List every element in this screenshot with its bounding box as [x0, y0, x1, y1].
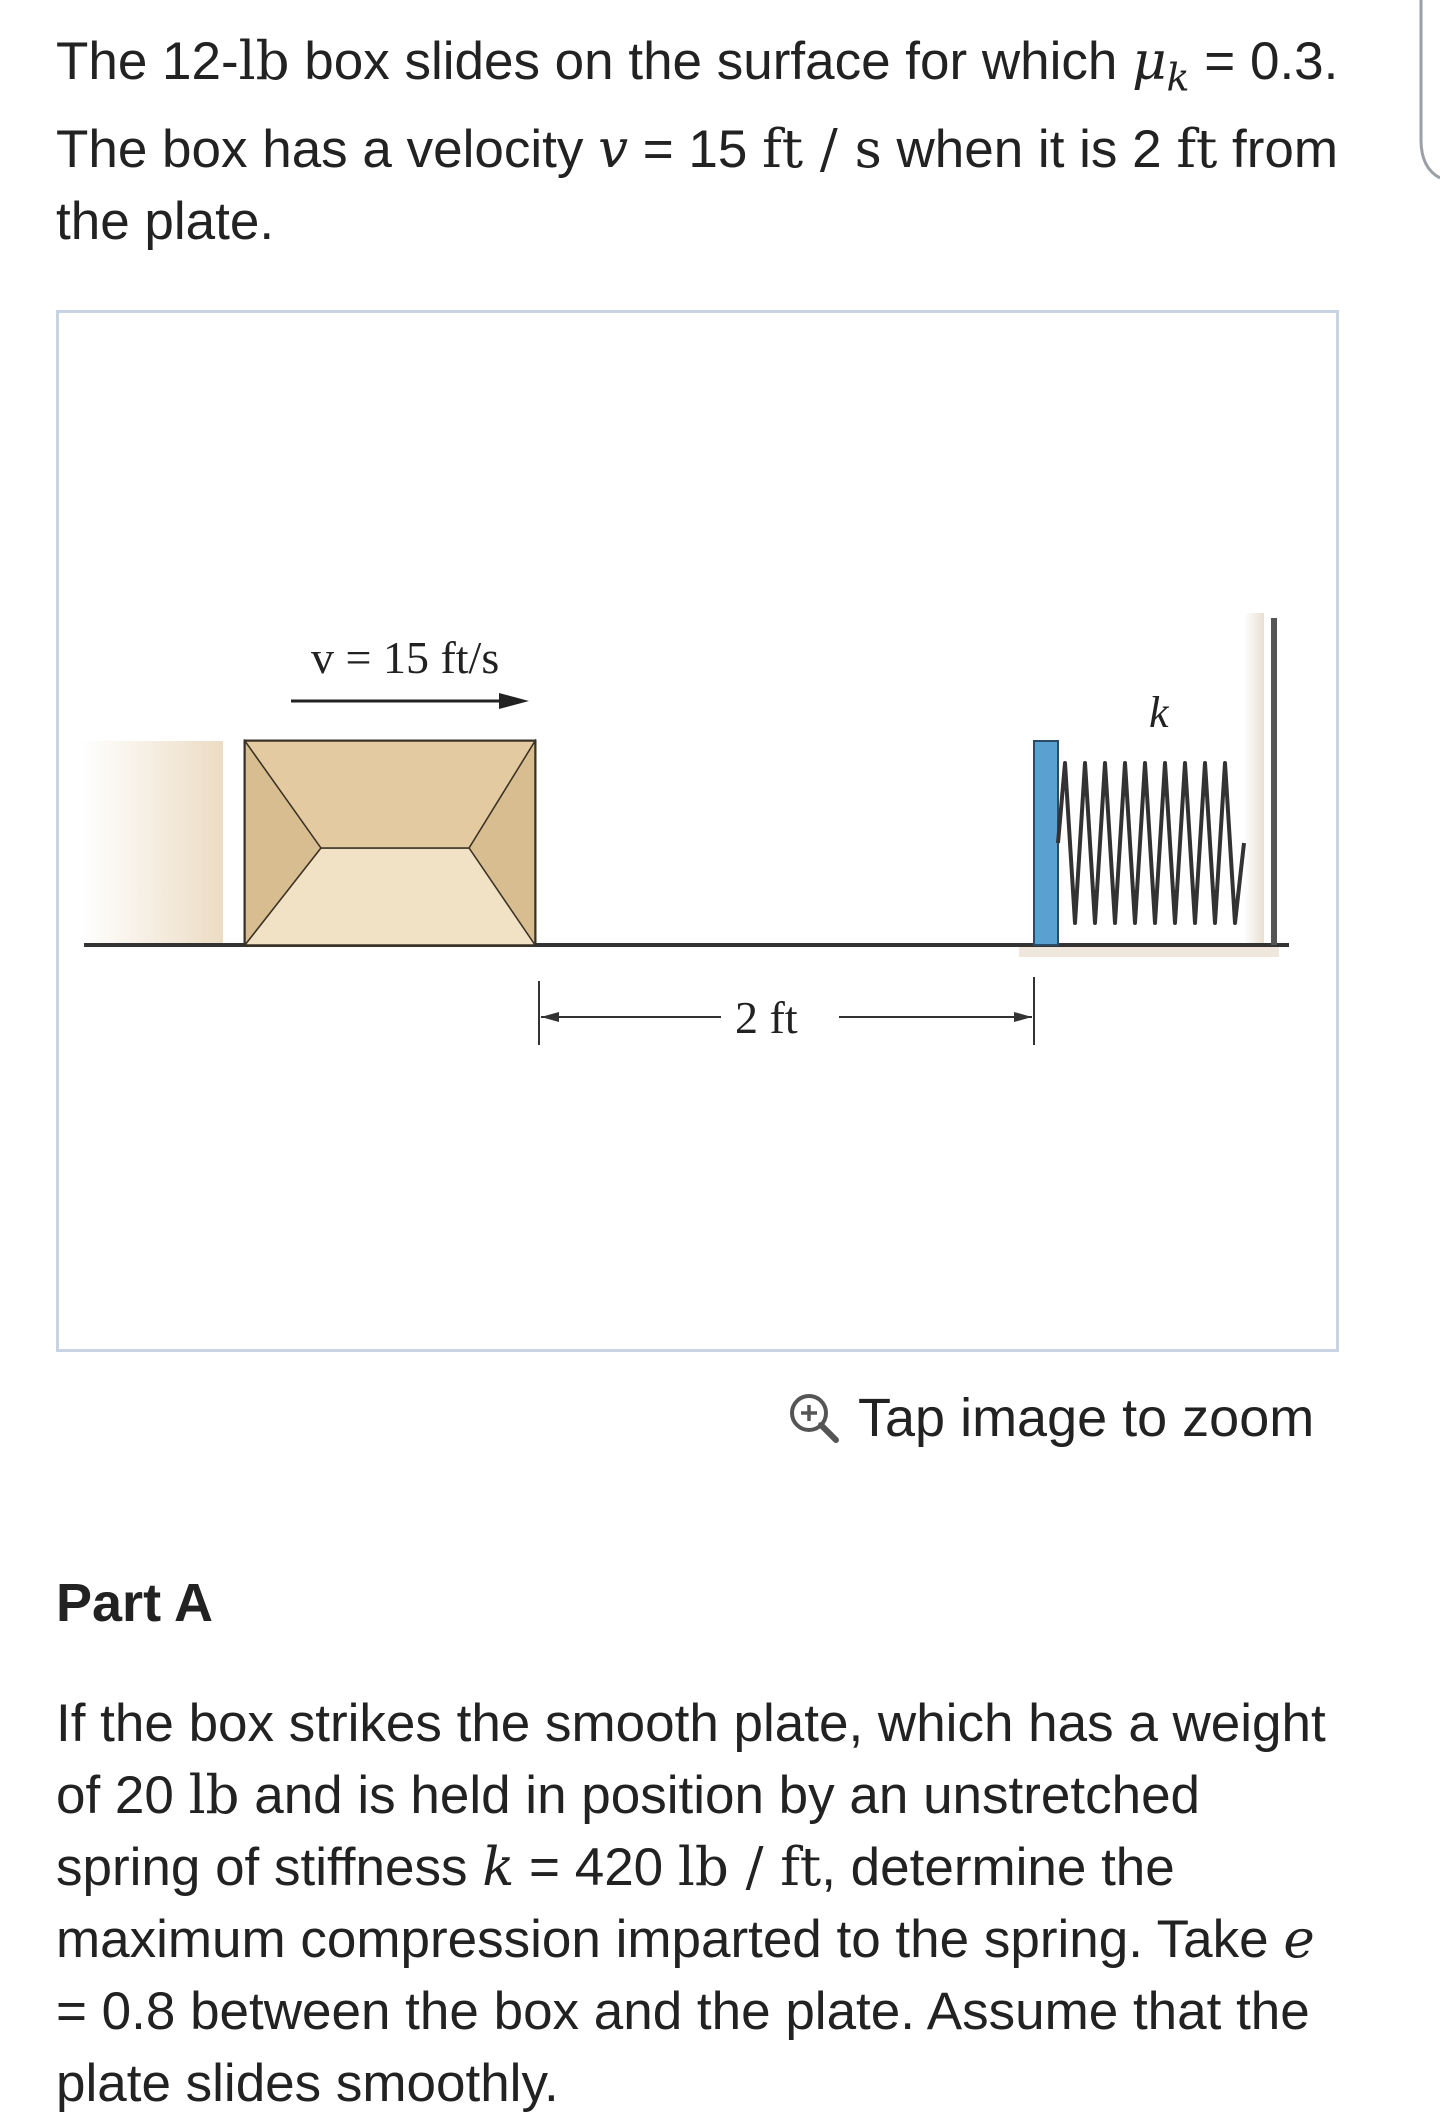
question-text-4: , determine the maximum compression imparted to the spring. Take	[56, 1838, 1284, 1969]
restitution-symbol: e	[1283, 1909, 1315, 1970]
velocity-arrow	[291, 693, 529, 709]
figure-diagram	[59, 313, 1336, 1349]
question-text-5: = 0.8 between the box and the plate. Assume that the plate slides smoothly.	[56, 1982, 1310, 2113]
problem-text-4: = 15	[628, 119, 763, 179]
unit-ft: ft	[1176, 118, 1218, 180]
unit-lb-per-ft: lb / ft	[677, 1837, 822, 1898]
unit-lb: lb	[188, 1765, 240, 1826]
problem-text-1: The 12-	[56, 32, 239, 91]
unit-lb: lb	[238, 31, 290, 92]
question-text-2: and is held in position by an unstretched spring of stiffness	[56, 1766, 1201, 1897]
question-text-1: If the box strikes the smooth plate, which has a weight of 20	[56, 1694, 1326, 1825]
plate	[1034, 741, 1058, 945]
sliding-box	[245, 741, 535, 945]
zoom-label: Tap image to zoom	[858, 1388, 1315, 1448]
question-text-3: = 420	[514, 1838, 678, 1897]
problem-text-2: box slides on the surface for which	[289, 32, 1133, 91]
problem-text-5: when it is 2	[881, 119, 1177, 179]
distance-label: 2 ft	[735, 992, 798, 1043]
tap-to-zoom[interactable]	[786, 1382, 1314, 1454]
unit-ft-per-s: ft / s	[762, 118, 882, 180]
floor-shading	[81, 741, 223, 947]
zoom-in-icon	[786, 1390, 842, 1446]
velocity-symbol: v	[598, 118, 629, 180]
scroll-edge-curve	[1418, 0, 1440, 182]
part-a-question	[56, 1688, 1356, 2120]
mu-symbol: μ	[1132, 31, 1167, 92]
wall-shading	[1244, 613, 1264, 947]
problem-text-6: from the plate.	[56, 119, 1339, 251]
problem-statement	[56, 26, 1346, 258]
spring	[1058, 763, 1244, 923]
part-a-heading: Part A	[56, 1573, 214, 1633]
spring-label: k	[1149, 688, 1169, 737]
stiffness-symbol: k	[482, 1837, 515, 1898]
problem-text-3: = 0.3. The box has a velocity	[56, 32, 1339, 179]
velocity-label: v = 15 ft/s	[311, 632, 500, 683]
mu-subscript-k: k	[1166, 55, 1190, 100]
problem-figure[interactable]	[56, 310, 1339, 1352]
